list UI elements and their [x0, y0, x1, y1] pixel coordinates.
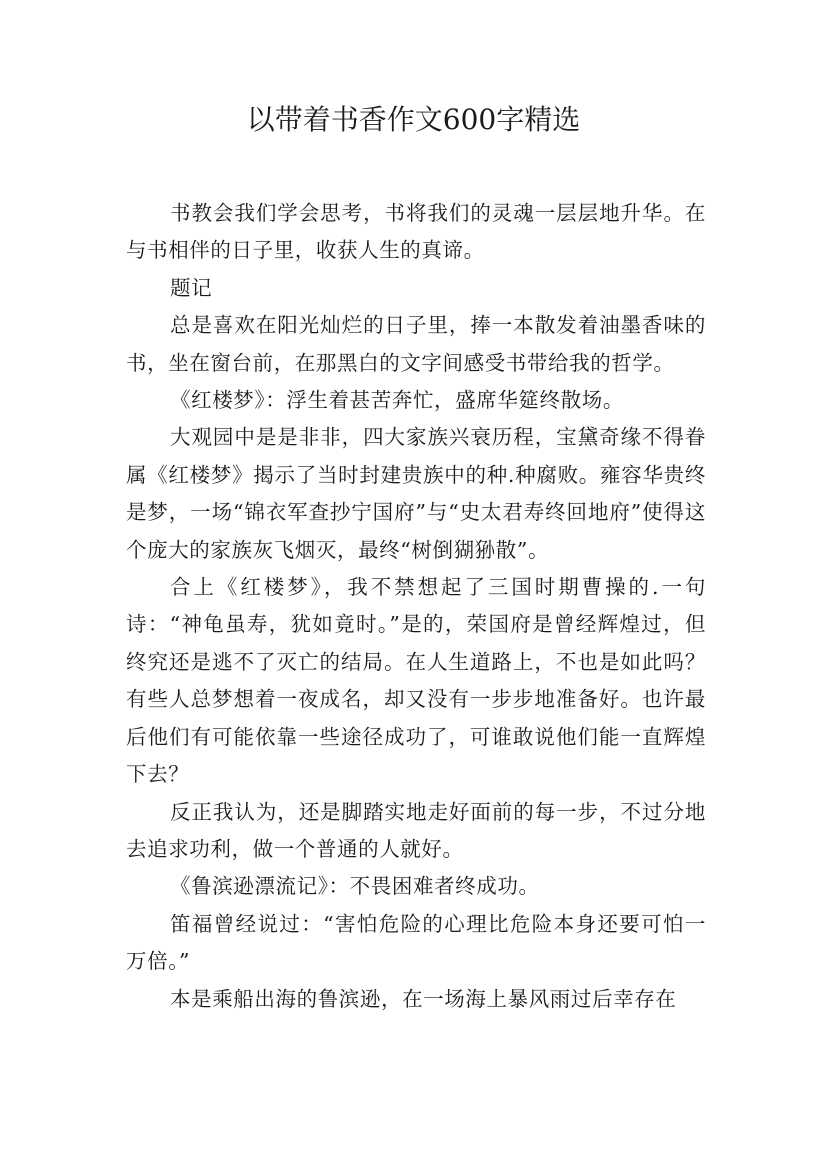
paragraph: 本是乘船出海的鲁滨逊，在一场海上暴风雨过后幸存在	[170, 986, 677, 1011]
paragraph: 书教会我们学会思考，书将我们的灵魂一层层地升华。在与书相伴的日子里，收获人生的真谛。	[126, 201, 706, 263]
paragraph: 大观园中是是非非，四大家族兴衰历程，宝黛奇缘不得眷属《红楼梦》揭示了当时封建贵族中的种.种腐败。雍容华贵终是梦，一场“锦衣军查抄宁国府”与“史太君寿终回地府”使得这个庞大的家族灰飞烟灭，最终“树倒猢狲散”。	[126, 425, 706, 562]
paragraph: 反正我认为，还是脚踏实地走好面前的每一步，不过分地去追求功利，做一个普通的人就好。	[126, 799, 706, 861]
document-title: 以带着书香作文600字精选	[246, 103, 581, 136]
paragraph: 《红楼梦》：浮生着甚苦奔忙，盛席华筵终散场。	[170, 388, 624, 413]
paragraph: 合上《红楼梦》，我不禁想起了三国时期曹操的.一句诗：“神龟虽寿，犹如竟时。”是的，荣国府是曾经辉煌过，但终究还是逃不了灭亡的结局。在人生道路上，不也是如此吗？有些人总梦想着一夜成名，却又没有一步步地准备好。也许最后他们有可能依靠一些途径成功了，可谁敢说他们能一直辉煌下去？	[126, 575, 706, 787]
paragraph: 总是喜欢在阳光灿烂的日子里，捧一本散发着油墨香味的书，坐在窗台前，在那黑白的文字间感受书带给我的哲学。	[126, 313, 706, 375]
document-body	[126, 195, 706, 1018]
paragraph: 题记	[170, 275, 213, 300]
paragraph: 笛福曾经说过：“害怕危险的心理比危险本身还要可怕一万倍。”	[126, 911, 706, 974]
paragraph: 《鲁滨逊漂流记》：不畏困难者终成功。	[170, 874, 540, 899]
